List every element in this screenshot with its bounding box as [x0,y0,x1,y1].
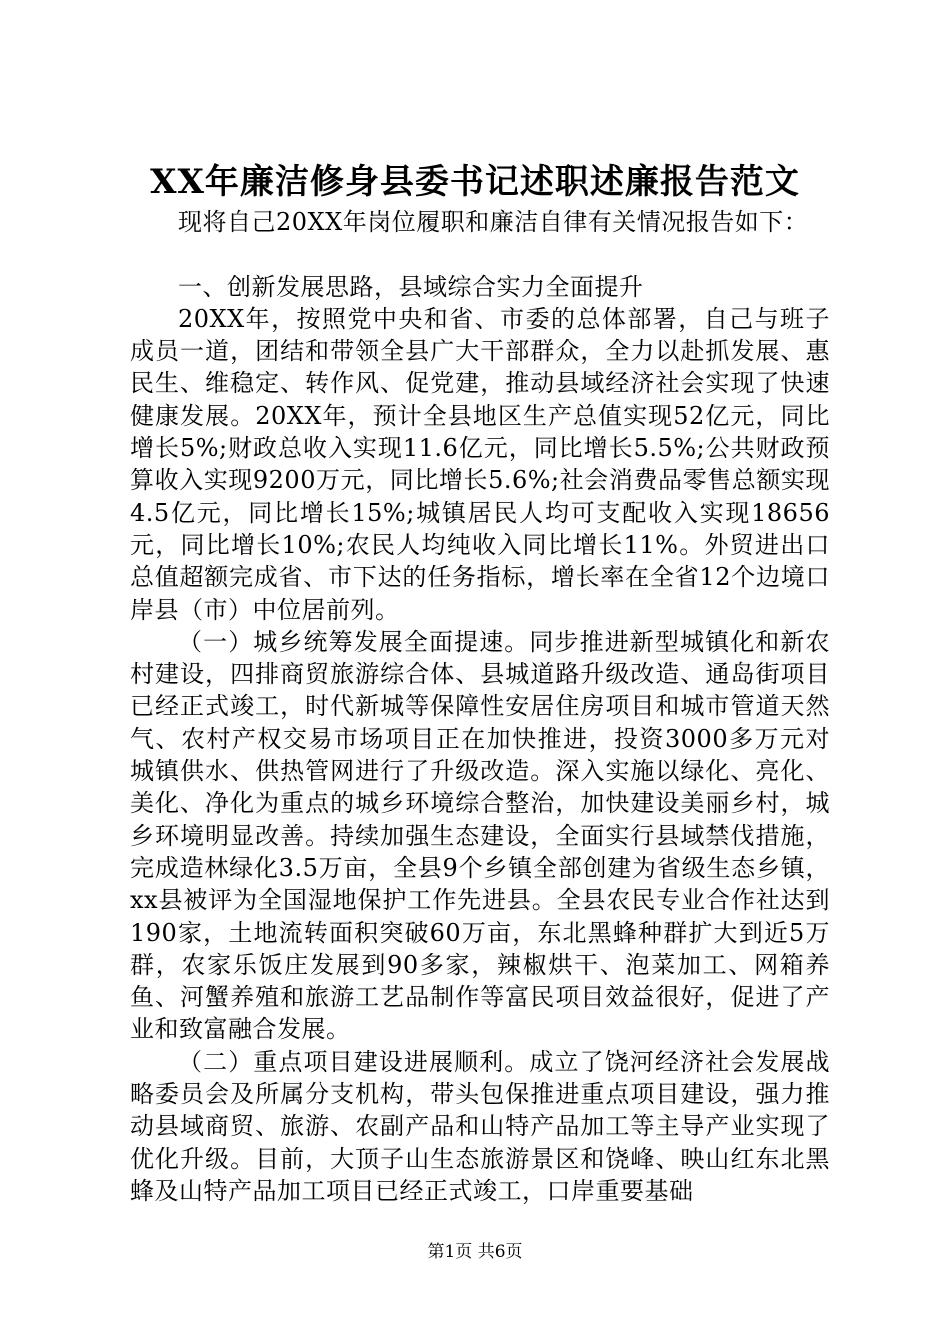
blank-line [130,238,830,270]
document-title: XX年廉洁修身县委书记述职述廉报告范文 [150,162,800,202]
body-paragraph: 20XX年，按照党中央和省、市委的总体部署，自己与班子成员一道，团结和带领全县广大干部群众，全力以赴抓发展、惠民生、维稳定、转作风、促党建，推动县域经济社会实现了快速健康发展。20XX年，预计全县地区生产总值实现52亿元，同比增长5%;财政总收入实现11.6亿元，同比增长5.5%;公共财政预算收入实现9200万元，同比增长5.6%;社会消费品零售总额实现4.5亿元，同比增长15%;城镇居民人均可支配收入实现18656元，同比增长10%;农民人均纯收入同比增长11%。外贸进出口总值超额完成省、市下达的任务指标，增长率在全省12个边境口岸县（市）中位居前列。 [130,304,830,624]
page-number: 第1页 共6页 [427,1242,523,1262]
body-paragraph: （二）重点项目建设进展顺利。成立了饶河经济社会发展战略委员会及所属分支机构，带头包保推进重点项目建设，强力推动县域商贸、旅游、农副产品和山特产品加工等主导产业实现了优化升级。目前，大顶子山生态旅游景区和饶峰、映山红东北黑蜂及山特产品加工项目已经正式竣工，口岸重要基础 [130,1047,830,1205]
body-paragraph: （一）城乡统筹发展全面提速。同步推进新型城镇化和新农村建设，四排商贸旅游综合体、县城道路升级改造、通岛街项目已经正式竣工，时代新城等保障性安居住房项目和城市管道天然气、农村产权交易市场项目正在加快推进，投资3000多万元对城镇供水、供热管网进行了升级改造。深入实施以绿化、亮化、美化、净化为重点的城乡环境综合整治，加快建设美丽乡村，城乡环境明显改善。持续加强生态建设，全面实行县域禁伐措施，完成造林绿化3.5万亩，全县9个乡镇全部创建为省级生态乡镇，xx县被评为全国湿地保护工作先进县。全县农民专业合作社达到190家，土地流转面积突破60万亩，东北黑蜂种群扩大到近5万群，农家乐饭庄发展到90多家，辣椒烘干、泡菜加工、网箱养鱼、河蟹养殖和旅游工艺品制作等富民项目效益很好，促进了产业和致富融合发展。 [130,627,830,1044]
section-heading: 一、创新发展思路，县域综合实力全面提升 [178,272,644,301]
document-body [130,206,830,1207]
intro-paragraph: 现将自己20XX年岗位履职和廉洁自律有关情况报告如下： [178,208,809,236]
